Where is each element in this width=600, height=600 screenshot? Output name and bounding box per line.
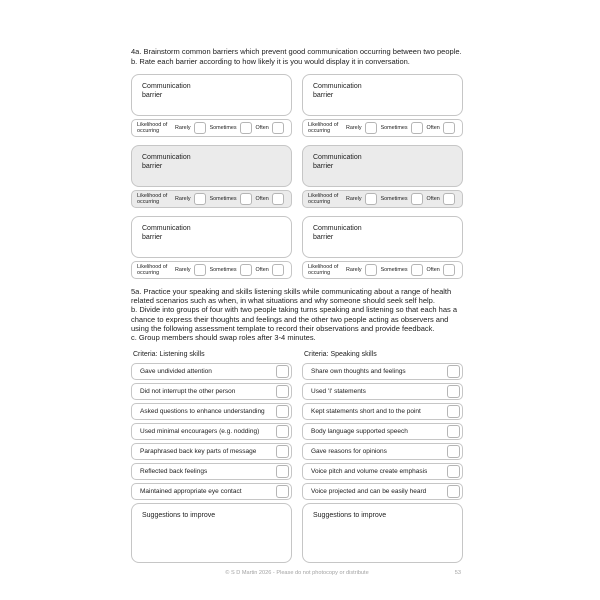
criteria-checkbox[interactable] bbox=[447, 405, 460, 418]
rarely-checkbox[interactable] bbox=[365, 193, 377, 205]
criteria-row bbox=[131, 363, 292, 380]
listening-suggestions-box[interactable] bbox=[131, 503, 292, 563]
page-footer bbox=[131, 570, 463, 576]
criteria-label: Gave reasons for opinions bbox=[311, 447, 387, 455]
communication-barrier-box[interactable] bbox=[302, 216, 463, 258]
rarely-checkbox[interactable] bbox=[194, 193, 206, 205]
criteria-row bbox=[302, 483, 463, 500]
criteria-row bbox=[131, 383, 292, 400]
criteria-label: Used minimal encouragers (e.g. nodding) bbox=[140, 427, 260, 435]
criteria-label: Body language supported speech bbox=[311, 427, 408, 435]
sometimes-checkbox[interactable] bbox=[240, 264, 252, 276]
communication-barrier-box[interactable] bbox=[302, 74, 463, 116]
rarely-checkbox[interactable] bbox=[365, 122, 377, 134]
sometimes-checkbox[interactable] bbox=[240, 122, 252, 134]
criteria-label: Maintained appropriate eye contact bbox=[140, 487, 242, 495]
criteria-label: Share own thoughts and feelings bbox=[311, 367, 406, 375]
listening-column bbox=[131, 348, 292, 563]
barrier-cell bbox=[302, 216, 463, 279]
barrier-cell bbox=[302, 74, 463, 137]
criteria-row bbox=[131, 463, 292, 480]
criteria-label: Gave undivided attention bbox=[140, 367, 212, 375]
communication-barrier-box[interactable] bbox=[131, 216, 292, 258]
rating-label-often: Often bbox=[255, 195, 269, 202]
communication-barrier-label: Communication barrier bbox=[142, 153, 191, 170]
rating-label-sometimes: Sometimes bbox=[380, 124, 408, 131]
rating-label-sometimes: Sometimes bbox=[209, 124, 237, 131]
section5-intro-line-c: c. Group members should swap roles after 3-4 minutes. bbox=[131, 333, 316, 343]
page-number: 53 bbox=[454, 570, 461, 576]
often-checkbox[interactable] bbox=[272, 193, 284, 205]
likelihood-row bbox=[302, 119, 463, 137]
suggestions-label: Suggestions to improve bbox=[313, 511, 387, 519]
speaking-column bbox=[302, 348, 463, 563]
criteria-checkbox[interactable] bbox=[447, 425, 460, 438]
communication-barrier-label: Communication barrier bbox=[313, 224, 362, 241]
criteria-checkbox[interactable] bbox=[276, 485, 289, 498]
rating-label-rarely: Rarely bbox=[175, 266, 191, 273]
rating-label-sometimes: Sometimes bbox=[209, 195, 237, 202]
rarely-checkbox[interactable] bbox=[194, 264, 206, 276]
rating-label-often: Often bbox=[426, 195, 440, 202]
sometimes-checkbox[interactable] bbox=[411, 193, 423, 205]
criteria-row bbox=[302, 423, 463, 440]
criteria-label: Used 'I' statements bbox=[311, 387, 366, 395]
likelihood-label: Likelihood of occurring bbox=[137, 263, 168, 276]
rating-label-often: Often bbox=[426, 266, 440, 273]
criteria-label: Kept statements short and to the point bbox=[311, 407, 421, 415]
section5-intro bbox=[131, 287, 463, 343]
likelihood-label: Likelihood of occurring bbox=[137, 192, 168, 205]
listening-criteria-header: Criteria: Listening skills bbox=[133, 350, 205, 358]
likelihood-label: Likelihood of occurring bbox=[308, 192, 339, 205]
rarely-checkbox[interactable] bbox=[194, 122, 206, 134]
criteria-row bbox=[302, 443, 463, 460]
likelihood-row bbox=[131, 190, 292, 208]
rating-label-rarely: Rarely bbox=[346, 195, 362, 202]
criteria-grid bbox=[131, 348, 463, 563]
rating-label-sometimes: Sometimes bbox=[380, 266, 408, 273]
rating-label-often: Often bbox=[255, 124, 269, 131]
criteria-checkbox[interactable] bbox=[276, 425, 289, 438]
criteria-row bbox=[131, 483, 292, 500]
rarely-checkbox[interactable] bbox=[365, 264, 377, 276]
communication-barrier-label: Communication barrier bbox=[142, 82, 191, 99]
communication-barrier-box[interactable] bbox=[302, 145, 463, 187]
section5-intro-line-b: b. Divide into groups of four with two people taking turns speaking and listening so that each has a chance to express their thoughts and feelings and the other two people acting as observers and using the following assessment template to record their observations and provide feedback. bbox=[131, 305, 458, 333]
rating-label-sometimes: Sometimes bbox=[209, 266, 237, 273]
criteria-label: Voice pitch and volume create emphasis bbox=[311, 467, 428, 475]
criteria-checkbox[interactable] bbox=[276, 385, 289, 398]
speaking-suggestions-box[interactable] bbox=[302, 503, 463, 563]
criteria-row bbox=[131, 423, 292, 440]
communication-barrier-label: Communication barrier bbox=[313, 82, 362, 99]
likelihood-label: Likelihood of occurring bbox=[308, 121, 339, 134]
criteria-checkbox[interactable] bbox=[447, 445, 460, 458]
criteria-checkbox[interactable] bbox=[447, 365, 460, 378]
barrier-cell bbox=[131, 74, 292, 137]
criteria-row bbox=[302, 403, 463, 420]
rating-label-rarely: Rarely bbox=[346, 266, 362, 273]
criteria-row bbox=[302, 463, 463, 480]
communication-barrier-box[interactable] bbox=[131, 145, 292, 187]
likelihood-label: Likelihood of occurring bbox=[308, 263, 339, 276]
criteria-checkbox[interactable] bbox=[447, 465, 460, 478]
likelihood-row bbox=[302, 261, 463, 279]
section4-intro-line-a: 4a. Brainstorm common barriers which prevent good communication occurring between two people. bbox=[131, 47, 462, 56]
criteria-checkbox[interactable] bbox=[276, 405, 289, 418]
suggestions-label: Suggestions to improve bbox=[142, 511, 216, 519]
criteria-checkbox[interactable] bbox=[447, 485, 460, 498]
often-checkbox[interactable] bbox=[272, 264, 284, 276]
criteria-checkbox[interactable] bbox=[276, 445, 289, 458]
barrier-grid bbox=[131, 74, 463, 287]
communication-barrier-label: Communication barrier bbox=[313, 153, 362, 170]
rating-label-rarely: Rarely bbox=[346, 124, 362, 131]
criteria-checkbox[interactable] bbox=[276, 365, 289, 378]
often-checkbox[interactable] bbox=[443, 264, 455, 276]
criteria-checkbox[interactable] bbox=[276, 465, 289, 478]
criteria-label: Voice projected and can be easily heard bbox=[311, 487, 427, 495]
criteria-label: Asked questions to enhance understanding bbox=[140, 407, 265, 415]
speaking-criteria-header: Criteria: Speaking skills bbox=[304, 350, 377, 358]
often-checkbox[interactable] bbox=[443, 122, 455, 134]
criteria-row bbox=[302, 363, 463, 380]
section4-intro-line-b: b. Rate each barrier according to how likely it is you would display it in conversation. bbox=[131, 56, 410, 66]
worksheet-content bbox=[131, 47, 463, 563]
communication-barrier-box[interactable] bbox=[131, 74, 292, 116]
section5-intro-line-a: 5a. Practice your speaking and skills listening skills while communicating about a range of health related scenarios such as when, in what situations and why someone should seek self help. bbox=[131, 286, 452, 306]
likelihood-label: Likelihood of occurring bbox=[137, 121, 168, 134]
sometimes-checkbox[interactable] bbox=[411, 122, 423, 134]
often-checkbox[interactable] bbox=[272, 122, 284, 134]
likelihood-row bbox=[131, 261, 292, 279]
criteria-label: Did not interrupt the other person bbox=[140, 387, 236, 395]
criteria-row bbox=[302, 383, 463, 400]
sometimes-checkbox[interactable] bbox=[411, 264, 423, 276]
rating-label-sometimes: Sometimes bbox=[380, 195, 408, 202]
likelihood-row bbox=[302, 190, 463, 208]
criteria-label: Paraphrased back key parts of message bbox=[140, 447, 257, 455]
barrier-cell bbox=[131, 216, 292, 279]
rating-label-often: Often bbox=[255, 266, 269, 273]
likelihood-row bbox=[131, 119, 292, 137]
rating-label-often: Often bbox=[426, 124, 440, 131]
rating-label-rarely: Rarely bbox=[175, 124, 191, 131]
criteria-row bbox=[131, 403, 292, 420]
criteria-label: Reflected back feelings bbox=[140, 467, 208, 475]
rating-label-rarely: Rarely bbox=[175, 195, 191, 202]
sometimes-checkbox[interactable] bbox=[240, 193, 252, 205]
often-checkbox[interactable] bbox=[443, 193, 455, 205]
criteria-row bbox=[131, 443, 292, 460]
barrier-cell bbox=[131, 145, 292, 208]
section4-intro bbox=[131, 47, 463, 67]
criteria-checkbox[interactable] bbox=[447, 385, 460, 398]
barrier-cell bbox=[302, 145, 463, 208]
communication-barrier-label: Communication barrier bbox=[142, 224, 191, 241]
copyright-text: © S D Martin 2026 - Please do not photocopy or distribute bbox=[225, 570, 369, 576]
